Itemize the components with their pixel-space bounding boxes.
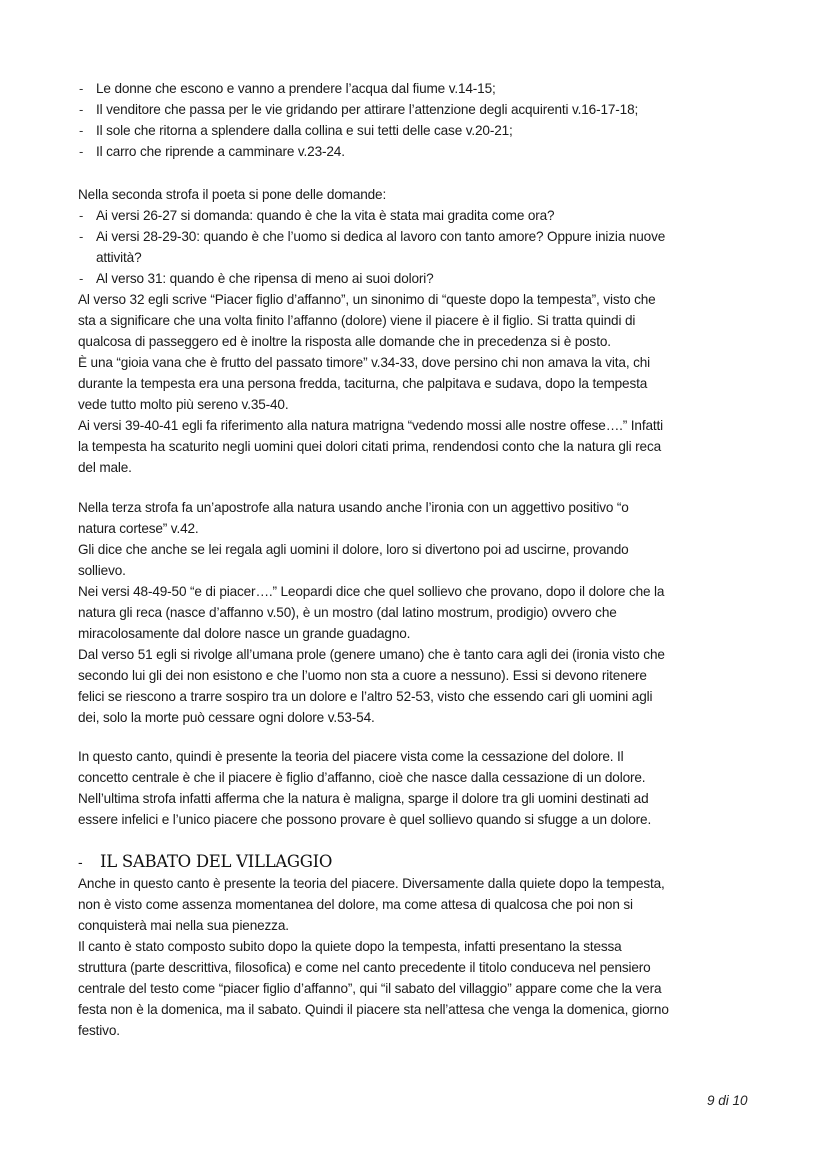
paragraph-line xyxy=(78,957,778,978)
paragraph-line xyxy=(78,936,778,957)
line-text: Al verso 32 egli scrive “Piacer figlio d’affanno”, un sinonimo di “queste dopo la tempesta”, visto che xyxy=(78,292,656,307)
line-text: durante la tempesta era una persona fredda, taciturna, che palpitava e sudava, dopo la tempesta xyxy=(78,376,648,391)
list-item xyxy=(78,205,778,226)
line-text: festivo. xyxy=(78,1023,120,1038)
paragraph-line xyxy=(78,539,778,560)
page-number: 9 di 10 xyxy=(707,1093,748,1108)
paragraph-line xyxy=(78,707,778,728)
line-text: essere infelici e l’unico piacere che possono provare è quel sollievo quando si sfugge a un dolore. xyxy=(78,812,652,827)
line-text: Ai versi 28-29-30: quando è che l’uomo si dedica al lavoro con tanto amore? Oppure inizia nuove xyxy=(96,229,666,244)
paragraph-line xyxy=(78,1020,778,1041)
paragraph-line xyxy=(78,644,778,665)
line-text: Il carro che riprende a camminare v.23-24. xyxy=(96,144,345,159)
line-text: Il sole che ritorna a splendere dalla collina e sui tetti delle case v.20-21; xyxy=(96,123,513,138)
paragraph-line xyxy=(78,331,778,352)
line-text: Il venditore che passa per le vie gridando per attirare l’attenzione degli acquirenti v.16-17-18; xyxy=(96,102,639,117)
line-text: In questo canto, quindi è presente la teoria del piacere vista come la cessazione del dolore. Il xyxy=(78,749,624,764)
line-text: natura gli reca (nasce d’affanno v.50), è un mostro (dal latino mostrum, prodigio) ovvero che xyxy=(78,605,617,620)
line-text: natura cortese” v.42. xyxy=(78,521,199,536)
section-third-strophe xyxy=(78,497,778,728)
line-text: conquisterà mai nella sua pienezza. xyxy=(78,918,289,933)
line-text: Ai versi 39-40-41 egli fa riferimento alla natura matrigna “vedendo mossi alle nostre offese….” Infatti xyxy=(78,418,663,433)
paragraph-line xyxy=(78,436,778,457)
paragraph-line xyxy=(78,184,778,205)
list-item xyxy=(78,141,778,162)
line-text: sollievo. xyxy=(78,563,126,578)
paragraph-line xyxy=(78,352,778,373)
list-item xyxy=(78,120,778,141)
line-text: Nei versi 48-49-50 “e di piacer….” Leopardi dice che quel sollievo che provano, dopo il dolore che la xyxy=(78,584,665,599)
section-sabato xyxy=(78,873,778,1041)
line-text: concetto centrale è che il piacere è figlio d’affanno, cioè che nasce dalla cessazione di un dolore. xyxy=(78,770,646,785)
list-item xyxy=(78,78,778,99)
heading-text: IL SABATO DEL VILLAGGIO xyxy=(100,852,333,871)
section-conclusion xyxy=(78,746,778,830)
paragraph-line xyxy=(78,746,778,767)
section-bullets-images xyxy=(78,78,778,162)
list-item xyxy=(78,99,778,120)
dash-bullet-icon: - xyxy=(78,854,83,870)
line-text: Il canto è stato composto subito dopo la quiete dopo la tempesta, infatti presentano la stessa xyxy=(78,939,622,954)
paragraph-line xyxy=(78,915,778,936)
paragraph-line xyxy=(78,623,778,644)
line-text: Al verso 31: quando è che ripensa di meno ai suoi dolori? xyxy=(96,271,434,286)
dash-bullet-icon: - xyxy=(79,208,84,223)
dash-bullet-icon: - xyxy=(79,229,84,244)
section-heading xyxy=(78,850,332,874)
line-text: qualcosa di passeggero ed è inoltre la risposta alle domande che in precedenza si è posto. xyxy=(78,334,611,349)
paragraph-line xyxy=(78,581,778,602)
paragraph-line xyxy=(78,894,778,915)
paragraph-line xyxy=(78,767,778,788)
paragraph-line xyxy=(78,560,778,581)
line-text: Dal verso 51 egli si rivolge all’umana prole (genere umano) che è tanto cara agli dei (ironia visto che xyxy=(78,647,665,662)
paragraph-line xyxy=(78,602,778,623)
section-second-strophe xyxy=(78,184,778,478)
paragraph-line xyxy=(78,310,778,331)
dash-bullet-icon: - xyxy=(79,102,84,117)
line-text: vede tutto molto più sereno v.35-40. xyxy=(78,397,289,412)
paragraph-line xyxy=(78,665,778,686)
dash-bullet-icon: - xyxy=(79,144,84,159)
paragraph-line xyxy=(78,788,778,809)
paragraph-line xyxy=(78,373,778,394)
line-text: felici se riescono a trarre sospiro tra un dolore e l’altro 52-53, visto che essendo cari gli uomini agli xyxy=(78,689,653,704)
line-text: È una “gioia vana che è frutto del passato timore” v.34-33, dove persino chi non amava la vita, chi xyxy=(78,355,651,370)
line-text: struttura (parte descrittiva, filosofica) e come nel canto precedente il titolo conduceva nel pensiero xyxy=(78,960,651,975)
line-text: del male. xyxy=(78,460,132,475)
paragraph-line xyxy=(78,457,778,478)
paragraph-line xyxy=(78,999,778,1020)
line-text: Le donne che escono e vanno a prendere l’acqua dal fiume v.14-15; xyxy=(96,81,496,96)
line-text: secondo lui gli dei non esistono e che l’uomo non sta a cuore a nessuno). Essi si devono ritenere xyxy=(78,668,647,683)
dash-bullet-icon: - xyxy=(79,81,84,96)
line-text: festa non è la domenica, ma il sabato. Quindi il piacere sta nell’attesa che venga la domenica, giorno xyxy=(78,1002,669,1017)
line-text: sta a significare che una volta finito l’affanno (dolore) viene il piacere è il figlio. Si tratta quindi di xyxy=(78,313,636,328)
paragraph-line xyxy=(78,289,778,310)
paragraph-line xyxy=(78,809,778,830)
line-text: Nell’ultima strofa infatti afferma che la natura è maligna, sparge il dolore tra gli uomini destinati ad xyxy=(78,791,649,806)
line-text: Nella seconda strofa il poeta si pone delle domande: xyxy=(78,187,387,202)
dash-bullet-icon: - xyxy=(79,123,84,138)
line-text: non è visto come assenza momentanea del dolore, ma come attesa di qualcosa che poi non si xyxy=(78,897,633,912)
line-text: dei, solo la morte può cessare ogni dolore v.53-54. xyxy=(78,710,375,725)
paragraph-line xyxy=(78,873,778,894)
paragraph-line xyxy=(78,686,778,707)
line-text: Nella terza strofa fa un’apostrofe alla natura usando anche l’ironia con un aggettivo positivo “o xyxy=(78,500,629,515)
line-text: Ai versi 26-27 si domanda: quando è che la vita è stata mai gradita come ora? xyxy=(96,208,555,223)
paragraph-line xyxy=(78,978,778,999)
paragraph-line xyxy=(78,394,778,415)
line-text: Gli dice che anche se lei regala agli uomini il dolore, loro si divertono poi ad uscirne, provando xyxy=(78,542,629,557)
list-item xyxy=(78,226,778,247)
paragraph-line xyxy=(78,497,778,518)
line-text: Anche in questo canto è presente la teoria del piacere. Diversamente dalla quiete dopo la tempesta, xyxy=(78,876,665,891)
line-text: attività? xyxy=(96,250,142,265)
paragraph-line xyxy=(78,415,778,436)
dash-bullet-icon: - xyxy=(79,271,84,286)
line-text: la tempesta ha scaturito negli uomini quei dolori citati prima, rendendosi conto che la natura gli reca xyxy=(78,439,662,454)
list-item xyxy=(78,268,778,289)
paragraph-line xyxy=(78,518,778,539)
line-text: centrale del testo come “piacer figlio d’affanno”, qui “il sabato del villaggio” appare come che la vera xyxy=(78,981,662,996)
line-text: miracolosamente dal dolore nasce un grande guadagno. xyxy=(78,626,411,641)
list-item xyxy=(78,247,778,268)
